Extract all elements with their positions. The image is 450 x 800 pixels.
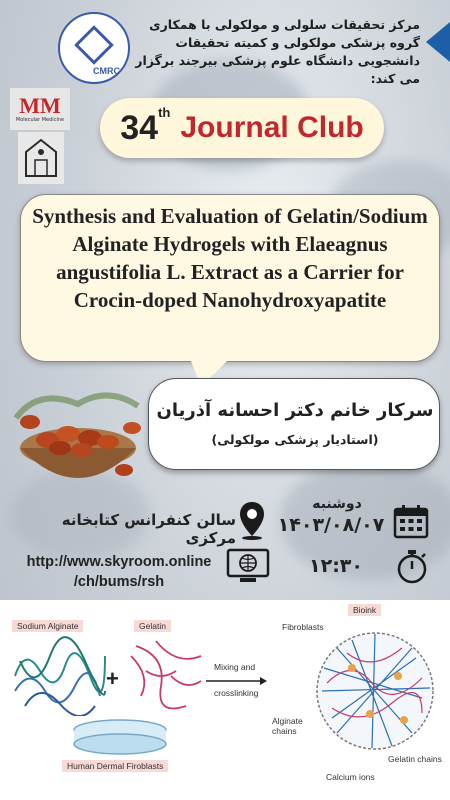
stopwatch-icon <box>395 548 429 584</box>
alginate-chains-illustration <box>10 636 110 716</box>
gelatin-chains-illustration <box>126 636 206 716</box>
paper-title: Synthesis and Evaluation of Gelatin/Sodium Alginate Hydrogels with Elaeagnus angustifolia L. Extract as a Carrier for Crocin-doped Nanohydroxyapatite <box>32 204 428 312</box>
online-url[interactable] <box>14 552 224 592</box>
time-text: ۱۲:۳۰ <box>309 555 363 577</box>
fibroblasts-label: Fibroblasts <box>282 622 324 632</box>
organizer-text: مرکز تحقیقات سلولی و مولکولی با همکاری گروه پزشکی مولکولی و کمیته تحقیقات دانشجویی دانشگاه علوم پزشکی بیرجند برگزار می کند: <box>135 17 420 86</box>
bioink-diagram <box>0 600 450 800</box>
url-line-2[interactable]: /ch/bums/rsh <box>73 574 165 590</box>
online-computer-icon <box>226 548 270 584</box>
mm-logo-subtitle: Molecular Medicine <box>15 117 65 123</box>
date-text: ۱۴۰۳/۰۸/۰۷ <box>277 514 385 536</box>
mixing-label: Mixing and <box>214 662 256 672</box>
speaker-name: سرکار خانم دکتر احسانه آذریان <box>156 400 434 421</box>
location-pin-icon <box>238 500 266 540</box>
gelatin-chains-label: Gelatin chains <box>388 754 442 764</box>
speaker-bubble <box>148 378 440 470</box>
mm-logo-letters: MM <box>19 93 61 118</box>
event-name: Journal Club <box>180 111 364 144</box>
corner-arrow-decoration <box>426 22 450 62</box>
journal-club-banner <box>100 98 384 158</box>
venue-text: سالن کنفرانس کتابخانه مرکزی <box>61 511 236 547</box>
calendar-icon <box>393 503 429 539</box>
crosslinking-label: crosslinking <box>214 688 259 698</box>
event-number: 34 <box>120 108 159 147</box>
gelatin-label: Gelatin <box>134 620 171 632</box>
weekday-text: دوشنبه <box>312 496 362 512</box>
jujube-bowl-image <box>8 378 148 490</box>
molecular-medicine-logo <box>10 88 70 130</box>
speaker-role: (استادیار پزشکی مولکولی) <box>211 432 379 447</box>
bioink-network-illustration <box>312 628 438 754</box>
research-committee-emblem-icon <box>18 132 64 184</box>
diamond-icon <box>74 25 114 65</box>
calcium-ions-label: Calcium ions <box>326 772 375 782</box>
petri-dish-illustration <box>70 716 170 756</box>
plus-sign: + <box>106 666 119 691</box>
bioink-label: Bioink <box>348 604 381 616</box>
sodium-alginate-label: Sodium Alginate <box>12 620 83 632</box>
cmrc-logo-text: CMRC <box>93 66 120 76</box>
arrow-right-icon <box>206 676 268 686</box>
event-ordinal-suffix: th <box>158 104 171 120</box>
fibroblast-source-label: Human Dermal Firoblasts <box>62 760 168 772</box>
alginate-chains-label: Alginate chains <box>272 716 303 736</box>
url-line-1[interactable]: http://www.skyroom.online <box>26 554 212 570</box>
